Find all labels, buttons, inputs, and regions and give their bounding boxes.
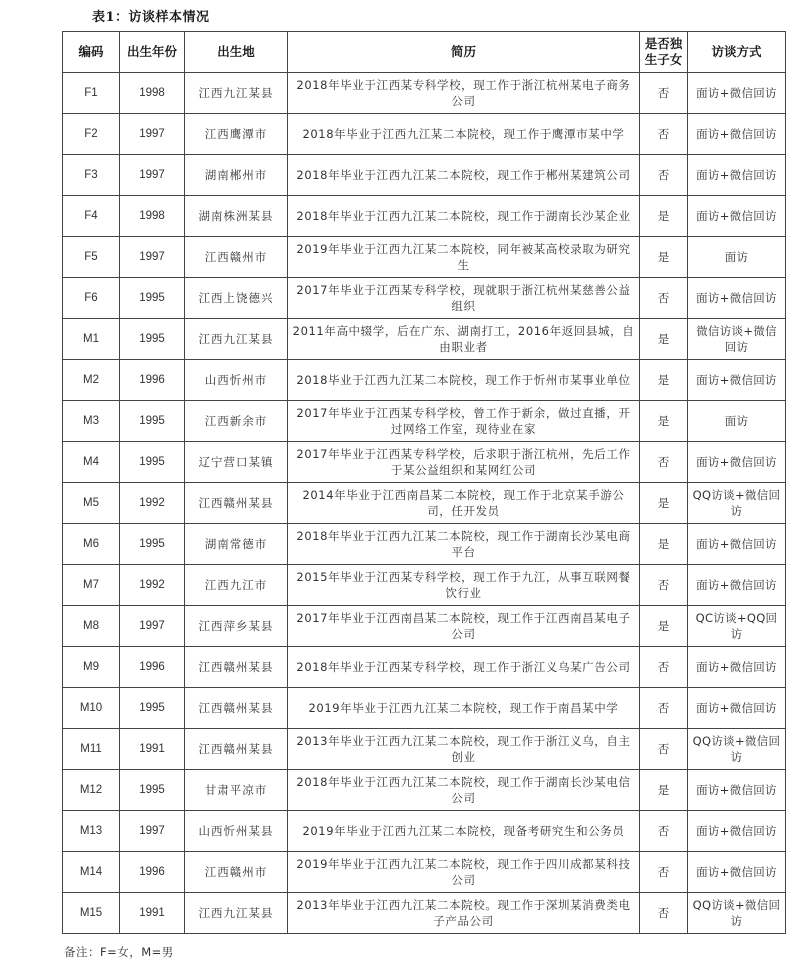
cell-bio: 2018年毕业于江西九江某二本院校，现工作于郴州某建筑公司 <box>288 155 640 196</box>
cell-birthplace: 江西新余市 <box>185 401 288 442</box>
cell-id: M9 <box>63 647 120 688</box>
cell-id: M1 <box>63 319 120 360</box>
cell-only-child: 否 <box>640 155 688 196</box>
cell-only-child: 否 <box>640 729 688 770</box>
header-method: 访谈方式 <box>688 32 786 73</box>
cell-method: 微信访谈+微信回访 <box>688 319 786 360</box>
cell-birth-year: 1996 <box>120 852 185 893</box>
table-row <box>63 278 786 319</box>
cell-birthplace: 江西上饶德兴 <box>185 278 288 319</box>
cell-method: QC访谈+QQ回访 <box>688 606 786 647</box>
cell-only-child: 是 <box>640 237 688 278</box>
cell-method: 面访+微信回访 <box>688 155 786 196</box>
table-footnote: 备注：F=女，M=男 <box>64 945 174 959</box>
table-row <box>63 647 786 688</box>
cell-bio: 2017年毕业于江西某专科学校，现就职于浙江杭州某慈善公益组织 <box>288 278 640 319</box>
table-row <box>63 729 786 770</box>
cell-only-child: 是 <box>640 196 688 237</box>
cell-only-child: 是 <box>640 319 688 360</box>
cell-method: 面访+微信回访 <box>688 688 786 729</box>
table-row <box>63 565 786 606</box>
table-row <box>63 114 786 155</box>
cell-only-child: 否 <box>640 114 688 155</box>
cell-bio: 2018毕业于江西九江某二本院校，现工作于忻州市某事业单位 <box>288 360 640 401</box>
table-row <box>63 770 786 811</box>
header-bio: 简历 <box>288 32 640 73</box>
cell-id: M15 <box>63 893 120 934</box>
table-row <box>63 852 786 893</box>
cell-id: M3 <box>63 401 120 442</box>
cell-birthplace: 甘肃平凉市 <box>185 770 288 811</box>
cell-method: 面访+微信回访 <box>688 647 786 688</box>
cell-birth-year: 1997 <box>120 811 185 852</box>
cell-only-child: 否 <box>640 565 688 606</box>
cell-bio: 2011年高中辍学，后在广东、湖南打工，2016年返回县城，自由职业者 <box>288 319 640 360</box>
cell-only-child: 否 <box>640 73 688 114</box>
table-row <box>63 360 786 401</box>
cell-birthplace: 江西九江市 <box>185 565 288 606</box>
cell-birthplace: 湖南株洲某县 <box>185 196 288 237</box>
cell-only-child: 否 <box>640 278 688 319</box>
cell-id: F3 <box>63 155 120 196</box>
cell-birth-year: 1998 <box>120 73 185 114</box>
cell-id: M6 <box>63 524 120 565</box>
cell-id: M11 <box>63 729 120 770</box>
cell-only-child: 是 <box>640 401 688 442</box>
cell-only-child: 是 <box>640 770 688 811</box>
table-row <box>63 524 786 565</box>
cell-only-child: 否 <box>640 852 688 893</box>
cell-birth-year: 1995 <box>120 278 185 319</box>
cell-birthplace: 江西九江某县 <box>185 73 288 114</box>
table-row <box>63 483 786 524</box>
header-only-child: 是否独生子女 <box>640 32 688 73</box>
table-row <box>63 442 786 483</box>
cell-bio: 2019年毕业于江西九江某二本院校，现工作于南昌某中学 <box>288 688 640 729</box>
cell-birth-year: 1995 <box>120 688 185 729</box>
cell-birth-year: 1997 <box>120 237 185 278</box>
cell-id: M8 <box>63 606 120 647</box>
cell-bio: 2018年毕业于江西九江某二本院校，现工作于鹰潭市某中学 <box>288 114 640 155</box>
cell-id: M4 <box>63 442 120 483</box>
cell-only-child: 否 <box>640 688 688 729</box>
cell-birth-year: 1996 <box>120 360 185 401</box>
cell-id: M13 <box>63 811 120 852</box>
cell-id: M14 <box>63 852 120 893</box>
cell-birthplace: 山西忻州市 <box>185 360 288 401</box>
cell-birth-year: 1997 <box>120 606 185 647</box>
cell-bio: 2018年毕业于江西九江某二本院校，现工作于湖南长沙某企业 <box>288 196 640 237</box>
cell-birth-year: 1996 <box>120 647 185 688</box>
cell-method: QQ访谈+微信回访 <box>688 729 786 770</box>
cell-id: F4 <box>63 196 120 237</box>
cell-birth-year: 1992 <box>120 483 185 524</box>
table-row <box>63 196 786 237</box>
cell-only-child: 否 <box>640 442 688 483</box>
cell-bio: 2015年毕业于江西某专科学校，现工作于九江，从事互联网餐饮行业 <box>288 565 640 606</box>
cell-birthplace: 江西赣州市 <box>185 237 288 278</box>
cell-method: 面访+微信回访 <box>688 524 786 565</box>
cell-birthplace: 湖南常德市 <box>185 524 288 565</box>
cell-method: 面访 <box>688 401 786 442</box>
cell-method: 面访+微信回访 <box>688 360 786 401</box>
cell-birth-year: 1997 <box>120 155 185 196</box>
header-birth-year: 出生年份 <box>120 32 185 73</box>
table-row <box>63 893 786 934</box>
cell-birthplace: 江西赣州某县 <box>185 729 288 770</box>
cell-id: M5 <box>63 483 120 524</box>
cell-birthplace: 江西赣州某县 <box>185 688 288 729</box>
cell-birth-year: 1995 <box>120 442 185 483</box>
cell-id: F5 <box>63 237 120 278</box>
cell-birth-year: 1995 <box>120 401 185 442</box>
cell-birthplace: 江西九江某县 <box>185 893 288 934</box>
table-row <box>63 688 786 729</box>
cell-method: 面访+微信回访 <box>688 770 786 811</box>
cell-only-child: 否 <box>640 811 688 852</box>
table-row <box>63 811 786 852</box>
header-birthplace: 出生地 <box>185 32 288 73</box>
cell-id: M12 <box>63 770 120 811</box>
cell-only-child: 否 <box>640 893 688 934</box>
table-row <box>63 73 786 114</box>
cell-bio: 2018年毕业于江西某专科学校，现工作于浙江义乌某广告公司 <box>288 647 640 688</box>
cell-method: 面访+微信回访 <box>688 114 786 155</box>
table-body <box>63 73 786 934</box>
cell-birthplace: 山西忻州某县 <box>185 811 288 852</box>
cell-birthplace: 江西赣州某县 <box>185 647 288 688</box>
cell-bio: 2013年毕业于江西九江某二本院校，现工作于浙江义乌，自主创业 <box>288 729 640 770</box>
table-row <box>63 606 786 647</box>
cell-bio: 2018年毕业于江西某专科学校，现工作于浙江杭州某电子商务公司 <box>288 73 640 114</box>
cell-id: F6 <box>63 278 120 319</box>
cell-birthplace: 江西九江某县 <box>185 319 288 360</box>
cell-method: 面访 <box>688 237 786 278</box>
table-caption: 表1：访谈样本情况 <box>92 10 210 25</box>
cell-bio: 2019年毕业于江西九江某二本院校，现备考研究生和公务员 <box>288 811 640 852</box>
cell-method: 面访+微信回访 <box>688 565 786 606</box>
cell-method: 面访+微信回访 <box>688 278 786 319</box>
cell-id: M7 <box>63 565 120 606</box>
cell-bio: 2017年毕业于江西南昌某二本院校，现工作于江西南昌某电子公司 <box>288 606 640 647</box>
cell-method: 面访+微信回访 <box>688 852 786 893</box>
cell-bio: 2018年毕业于江西九江某二本院校，现工作于湖南长沙某电商平台 <box>288 524 640 565</box>
cell-birth-year: 1997 <box>120 114 185 155</box>
cell-id: F1 <box>63 73 120 114</box>
cell-bio: 2013年毕业于江西九江某二本院校。现工作于深圳某消费类电子产品公司 <box>288 893 640 934</box>
cell-id: M2 <box>63 360 120 401</box>
table-row <box>63 155 786 196</box>
cell-method: 面访+微信回访 <box>688 196 786 237</box>
cell-bio: 2019年毕业于江西九江某二本院校，现工作于四川成都某科技公司 <box>288 852 640 893</box>
cell-bio: 2017年毕业于江西某专科学校，曾工作于新余，做过直播，开过网络工作室，现待业在家 <box>288 401 640 442</box>
cell-method: 面访+微信回访 <box>688 811 786 852</box>
cell-bio: 2018年毕业于江西九江某二本院校，现工作于湖南长沙某电信公司 <box>288 770 640 811</box>
cell-birthplace: 江西赣州市 <box>185 852 288 893</box>
cell-birthplace: 湖南郴州市 <box>185 155 288 196</box>
cell-id: F2 <box>63 114 120 155</box>
cell-birth-year: 1995 <box>120 770 185 811</box>
cell-method: 面访+微信回访 <box>688 73 786 114</box>
cell-method: QQ访谈+微信回访 <box>688 893 786 934</box>
cell-birth-year: 1995 <box>120 319 185 360</box>
table-header-row <box>63 32 786 73</box>
cell-birthplace: 江西萍乡某县 <box>185 606 288 647</box>
cell-birthplace: 江西鹰潭市 <box>185 114 288 155</box>
table-row <box>63 401 786 442</box>
cell-bio: 2014年毕业于江西南昌某二本院校，现工作于北京某手游公司，任开发员 <box>288 483 640 524</box>
cell-only-child: 是 <box>640 360 688 401</box>
cell-only-child: 是 <box>640 606 688 647</box>
cell-birthplace: 辽宁营口某镇 <box>185 442 288 483</box>
cell-birth-year: 1992 <box>120 565 185 606</box>
cell-id: M10 <box>63 688 120 729</box>
cell-birth-year: 1991 <box>120 893 185 934</box>
cell-birth-year: 1991 <box>120 729 185 770</box>
cell-birthplace: 江西赣州某县 <box>185 483 288 524</box>
cell-only-child: 是 <box>640 483 688 524</box>
cell-birth-year: 1998 <box>120 196 185 237</box>
cell-method: QQ访谈+微信回访 <box>688 483 786 524</box>
cell-bio: 2017年毕业于江西某专科学校，后求职于浙江杭州，先后工作于某公益组织和某网红公司 <box>288 442 640 483</box>
cell-only-child: 否 <box>640 647 688 688</box>
table-row <box>63 319 786 360</box>
table-row <box>63 237 786 278</box>
interview-sample-table <box>62 31 786 934</box>
cell-only-child: 是 <box>640 524 688 565</box>
cell-bio: 2019年毕业于江西九江某二本院校，同年被某高校录取为研究生 <box>288 237 640 278</box>
cell-birth-year: 1995 <box>120 524 185 565</box>
cell-method: 面访+微信回访 <box>688 442 786 483</box>
header-id: 编码 <box>63 32 120 73</box>
